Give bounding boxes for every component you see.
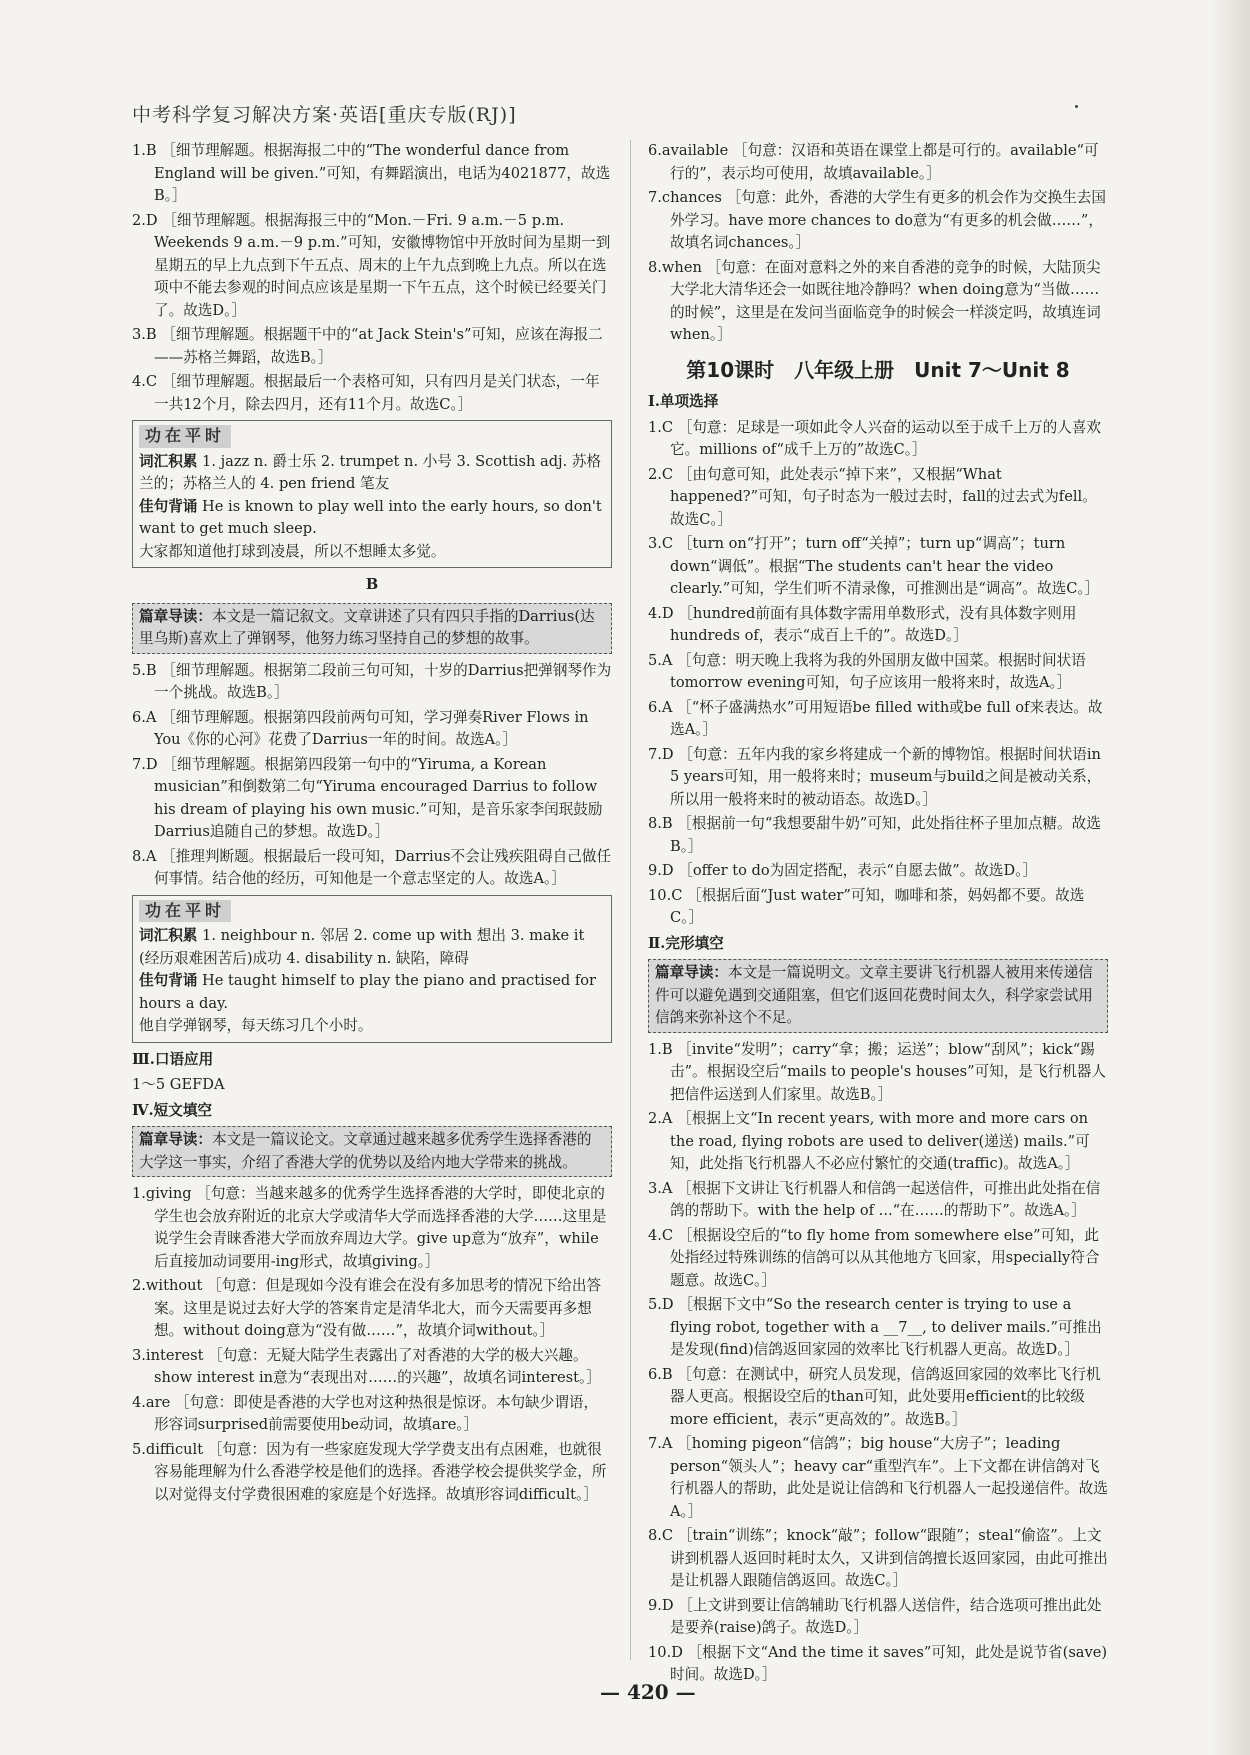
answer-item: 6.available ［句意：汉语和英语在课堂上都是可行的。available“可行的”，表示均可使用，故填available。］ (648, 142, 1099, 182)
answer-item: 7.chances ［句意：此外，香港的大学生有更多的机会作为交换生去国外学习。have more chances to do意为“有更多的机会做……”，故填名词chances。］ (648, 189, 1106, 251)
box-title: 功在平时 (139, 900, 231, 923)
page-number: — 420 — (600, 1680, 696, 1704)
vocab-label: 词汇积累 (139, 927, 198, 944)
answer-item: 6.B ［句意：在测试中，研究人员发现，信鸽返回家园的效率比飞行机器人更高。根据设空后的than可知，此处要用efficient的比较级more efficient，表示“更高效的”。故选B。］ (648, 1365, 1101, 1428)
answer-item: 1.B ［invite“发明”；carry“拿；搬；运送”；blow“刮风”；kick“踢击”。根据设空后“mails to people's houses”可知，是飞行机器人把信件运送到人们家里。故选B。］ (648, 1040, 1106, 1103)
guide-text: 本文是一篇议论文。文章通过越来越多优秀学生选择香港的大学这一事实，介绍了香港大学的优势以及给内地大学带来的挑战。 (139, 1131, 592, 1171)
sentence-label: 佳句背诵 (139, 497, 198, 515)
sentence-en: He taught himself to play the piano and practised for hours a day. (139, 972, 597, 1012)
answer-item: 7.D ［细节理解题。根据第四段第一句中的“Yiruma, a Korean musician”和倒数第二句“Yiruma encouraged Darrius to follow his dream of playing his own music.”可知，是音乐家李闰珉鼓励Darrius追随自己的梦想。故选D。］ (132, 755, 603, 840)
lesson-title: 第10课时 八年级上册 Unit 7～Unit 8 (686, 357, 1070, 382)
answer-item: 1.B ［细节理解题。根据海报二中的“The wonderful dance from England will be given.”可知，有舞蹈演出，电话为4021877，故选B。］ (132, 142, 611, 204)
sentence-en: He is known to play well into the early hours, so don't want to get much sleep. (139, 497, 602, 537)
guide-label: 篇章导读： (655, 964, 728, 981)
torn-edge (1210, 0, 1250, 1755)
reading-guide (132, 603, 612, 654)
answer-item: 1.C ［句意：足球是一项如此令人兴奋的运动以至于成千上万的人喜欢它。millions of“成千上万的”故选C。］ (648, 418, 1101, 458)
sentence-label: 佳句背诵 (139, 972, 198, 989)
section-heading: B (365, 576, 379, 593)
answer-item: 8.C ［train“训练”；knock“敲”；follow“跟随”；steal“偷盗”。上文讲到机器人返回时耗时太久，又讲到信鸽擅长返回家园，由此可推出是让机器人跟随信鸽返回。故选C。］ (648, 1527, 1108, 1589)
answer-item: 2.C ［由句意可知，此处表示“掉下来”，又根据“What happened?”可知，句子时态为一般过去时，fall的过去式为fell。故选C。］ (648, 465, 1097, 528)
vocab-text: 1. neighbour n. 邻居 2. come up with 想出 3. make it (经历艰难困苦后)成功 4. disability n. 缺陷，障碍 (139, 927, 585, 967)
sentence-cn: 大家都知道他打球到凌晨，所以不想睡太多觉。 (139, 542, 446, 560)
vocab-text: 1. jazz n. 爵士乐 2. trumpet n. 小号 3. Scottish adj. 苏格兰的；苏格兰人的 4. pen friend 笔友 (139, 452, 602, 492)
answer-item: 10.C ［根据后面“Just water”可知，咖啡和茶，妈妈都不要。故选C。］ (648, 886, 1085, 926)
reading-guide (132, 1126, 612, 1177)
section-heading: Ⅱ.完形填空 (648, 934, 724, 952)
answer-item: 5.B ［细节理解题。根据第二段前三句可知，十岁的Darrius把弹钢琴作为一个挑战。故选B。］ (132, 661, 612, 701)
guide-text: 本文是一篇说明文。文章主要讲飞行机器人被用来传递信件可以避免遇到交通阻塞，但它们返回花费时间太久，科学家尝试用信鸽来弥补这个不足。 (655, 964, 1093, 1026)
vocab-label: 词汇积累 (139, 452, 198, 470)
left-column (132, 140, 612, 1508)
guide-label: 篇章导读： (139, 1131, 212, 1148)
section-heading: Ⅲ.口语应用 (132, 1050, 214, 1068)
answer-item: 9.D ［上文讲到要让信鸽辅助飞行机器人送信件，结合选项可推出此处是要养(raise)鸽子。故选D。］ (648, 1596, 1102, 1636)
answer-item: 9.D ［offer to do为固定搭配，表示“自愿去做”。故选D。］ (648, 862, 1038, 879)
answer-item: 2.A ［根据上文“In recent years, with more and more cars on the road, flying robots are used to deliver(递送) mails.”可知，此处指飞行机器人不必应付繁忙的交通(traffic)。故选A。］ (648, 1110, 1090, 1172)
answer-item: 4.C ［根据设空后的“to fly home from somewhere else”可知，此处指经过特殊训练的信鸽可以从其他地方飞回家，用specially符合题意。故选C。］ (648, 1226, 1100, 1289)
answer-item: 5.A ［句意：明天晚上我将为我的外国朋友做中国菜。根据时间状语tomorrow evening可知，句子应该用一般将来时，故选A。］ (648, 651, 1086, 691)
answer-item: 8.B ［根据前一句“我想要甜牛奶”可知，此处指往杯子里加点糖。故选B。］ (648, 815, 1101, 855)
answer-item: 5.D ［根据下文中“So the research center is trying to use a flying robot, together with a __7__, to deliver mails.”可推出是发现(find)信鸽返回家园的效率比飞行机器人更高。故选D。］ (648, 1296, 1102, 1358)
column-divider (630, 140, 631, 1660)
answer-item: 10.D ［根据下文“And the time it saves”可知，此处是说节省(save)时间。故选D。］ (648, 1643, 1108, 1683)
answer-item: 6.A ［“杯子盛满热水”可用短语be filled with或be full of来表达。故选A。］ (648, 698, 1103, 738)
answer-item: 3.interest ［句意：无疑大陆学生表露出了对香港的大学的极大兴趣。show interest in意为“表现出对……的兴趣”，故填名词interest。］ (132, 1346, 601, 1386)
answer-item: 1.giving ［句意：当越来越多的优秀学生选择香港的大学时，即使北京的学生也会放弃附近的北京大学或清华大学而选择香港的大学……这里是说学生会青睐香港大学而放弃周边大学。give up意为“放弃”，while后直接加动词要用-ing形式，故填giving。］ (132, 1185, 607, 1270)
reading-guide (648, 959, 1108, 1033)
answer-item: 7.A ［homing pigeon“信鸽”；big house“大房子”；leading person“领头人”；heavy car“重型汽车”。上下文都在讲信鸽对飞行机器人的帮助，此处是说让信鸽和飞行机器人一起投递信件。故选A。］ (648, 1435, 1108, 1520)
answer-item: 8.A ［推理判断题。根据最后一段可知，Darrius不会让残疾阻碍自己做任何事情。结合他的经历，可知他是一个意志坚定的人。故选A。］ (132, 847, 612, 887)
answer-item: 4.D ［hundred前面有具体数字需用单数形式，没有具体数字则用hundreds of，表示“成百上千的”。故选D。］ (648, 604, 1077, 644)
answer-item: 4.C ［细节理解题。根据最后一个表格可知，只有四月是关门状态，一年一共12个月，除去四月，还有11个月。故选C。］ (132, 373, 600, 413)
guide-text: 本文是一篇记叙文。文章讲述了只有四只手指的Darrius(达里乌斯)喜欢上了弹钢琴，他努力练习坚持自己的梦想的故事。 (139, 607, 595, 647)
section-heading: Ⅳ.短文填空 (132, 1101, 213, 1119)
answer-item: 2.without ［句意：但是现如今没有谁会在没有多加思考的情况下给出答案。这里是说过去好大学的答案肯定是清华北大，而今天需要再多想想。without doing意为“没有做……”，故填介词without。］ (132, 1277, 602, 1339)
answer-item: 7.D ［句意：五年内我的家乡将建成一个新的博物馆。根据时间状语in 5 years可知，用一般将来时；museum与build之间是被动关系，所以用一般将来时的被动语态。故选D。］ (648, 745, 1102, 808)
right-column (648, 140, 1108, 1689)
section-answer: 1～5 GEFDA (132, 1076, 225, 1093)
section-heading: Ⅰ.单项选择 (648, 393, 719, 410)
answer-item: 5.difficult ［句意：因为有一些家庭发现大学学费支出有点困难，也就很容易能理解为什么香港学校是他们的选择。香港学校会提供奖学金，所以对觉得支付学费很困难的家庭是个好选择。故填形容词difficult。］ (132, 1440, 607, 1503)
answer-item: 3.C ［turn on“打开”；turn off“关掉”；turn up“调高”；turn down“调低”。根据“The students can't hear the video clearly.”可知，学生们听不清录像，可推测出是“调高”。故选C。］ (648, 535, 1100, 597)
vocab-box (132, 895, 612, 1043)
answer-item: 8.when ［句意：在面对意料之外的来自香港的竞争的时候，大陆顶尖大学北大清华还会一如既往地冷静吗？when doing意为“当做……的时候”，这里是在发问当面临竞争的时候会一样淡定吗，故填连词when。］ (648, 258, 1101, 343)
answer-item: 3.B ［细节理解题。根据题干中的“at Jack Stein's”可知，应该在海报二——苏格兰舞蹈，故选B。］ (132, 326, 603, 366)
answer-item: 4.are ［句意：即使是香港的大学也对这种热很是惊讶。本句缺少谓语，形容词surprised前需要使用be动词，故填are。］ (132, 1393, 599, 1433)
sentence-cn: 他自学弹钢琴，每天练习几个小时。 (139, 1017, 373, 1034)
box-title: 功在平时 (139, 425, 231, 448)
page-header: 中考科学复习解决方案·英语[重庆专版(RJ)] (132, 104, 517, 126)
vocab-box (132, 420, 612, 568)
answer-item: 3.A ［根据下文讲让飞行机器人和信鸽一起送信件，可推出此处指在信鸽的帮助下。with the help of ...“在……的帮助下”。故选A。］ (648, 1179, 1101, 1219)
speck (1075, 105, 1078, 108)
answer-item: 2.D ［细节理解题。根据海报三中的“Mon.－Fri. 9 a.m.－5 p.m. Weekends 9 a.m.－9 p.m.”可知，安徽博物馆中开放时间为星期一到星期五的早上九点到下午五点、周末的上午九点到晚上九点。所以在选项中不能去参观的时间点应该是星期一下午五点，这个时候已经要关门了。故选D。］ (132, 211, 611, 319)
guide-label: 篇章导读： (139, 607, 212, 625)
answer-item: 6.A ［细节理解题。根据第四段前两句可知，学习弹奏River Flows in You《你的心河》花费了Darrius一年的时间。故选A。］ (132, 708, 589, 748)
